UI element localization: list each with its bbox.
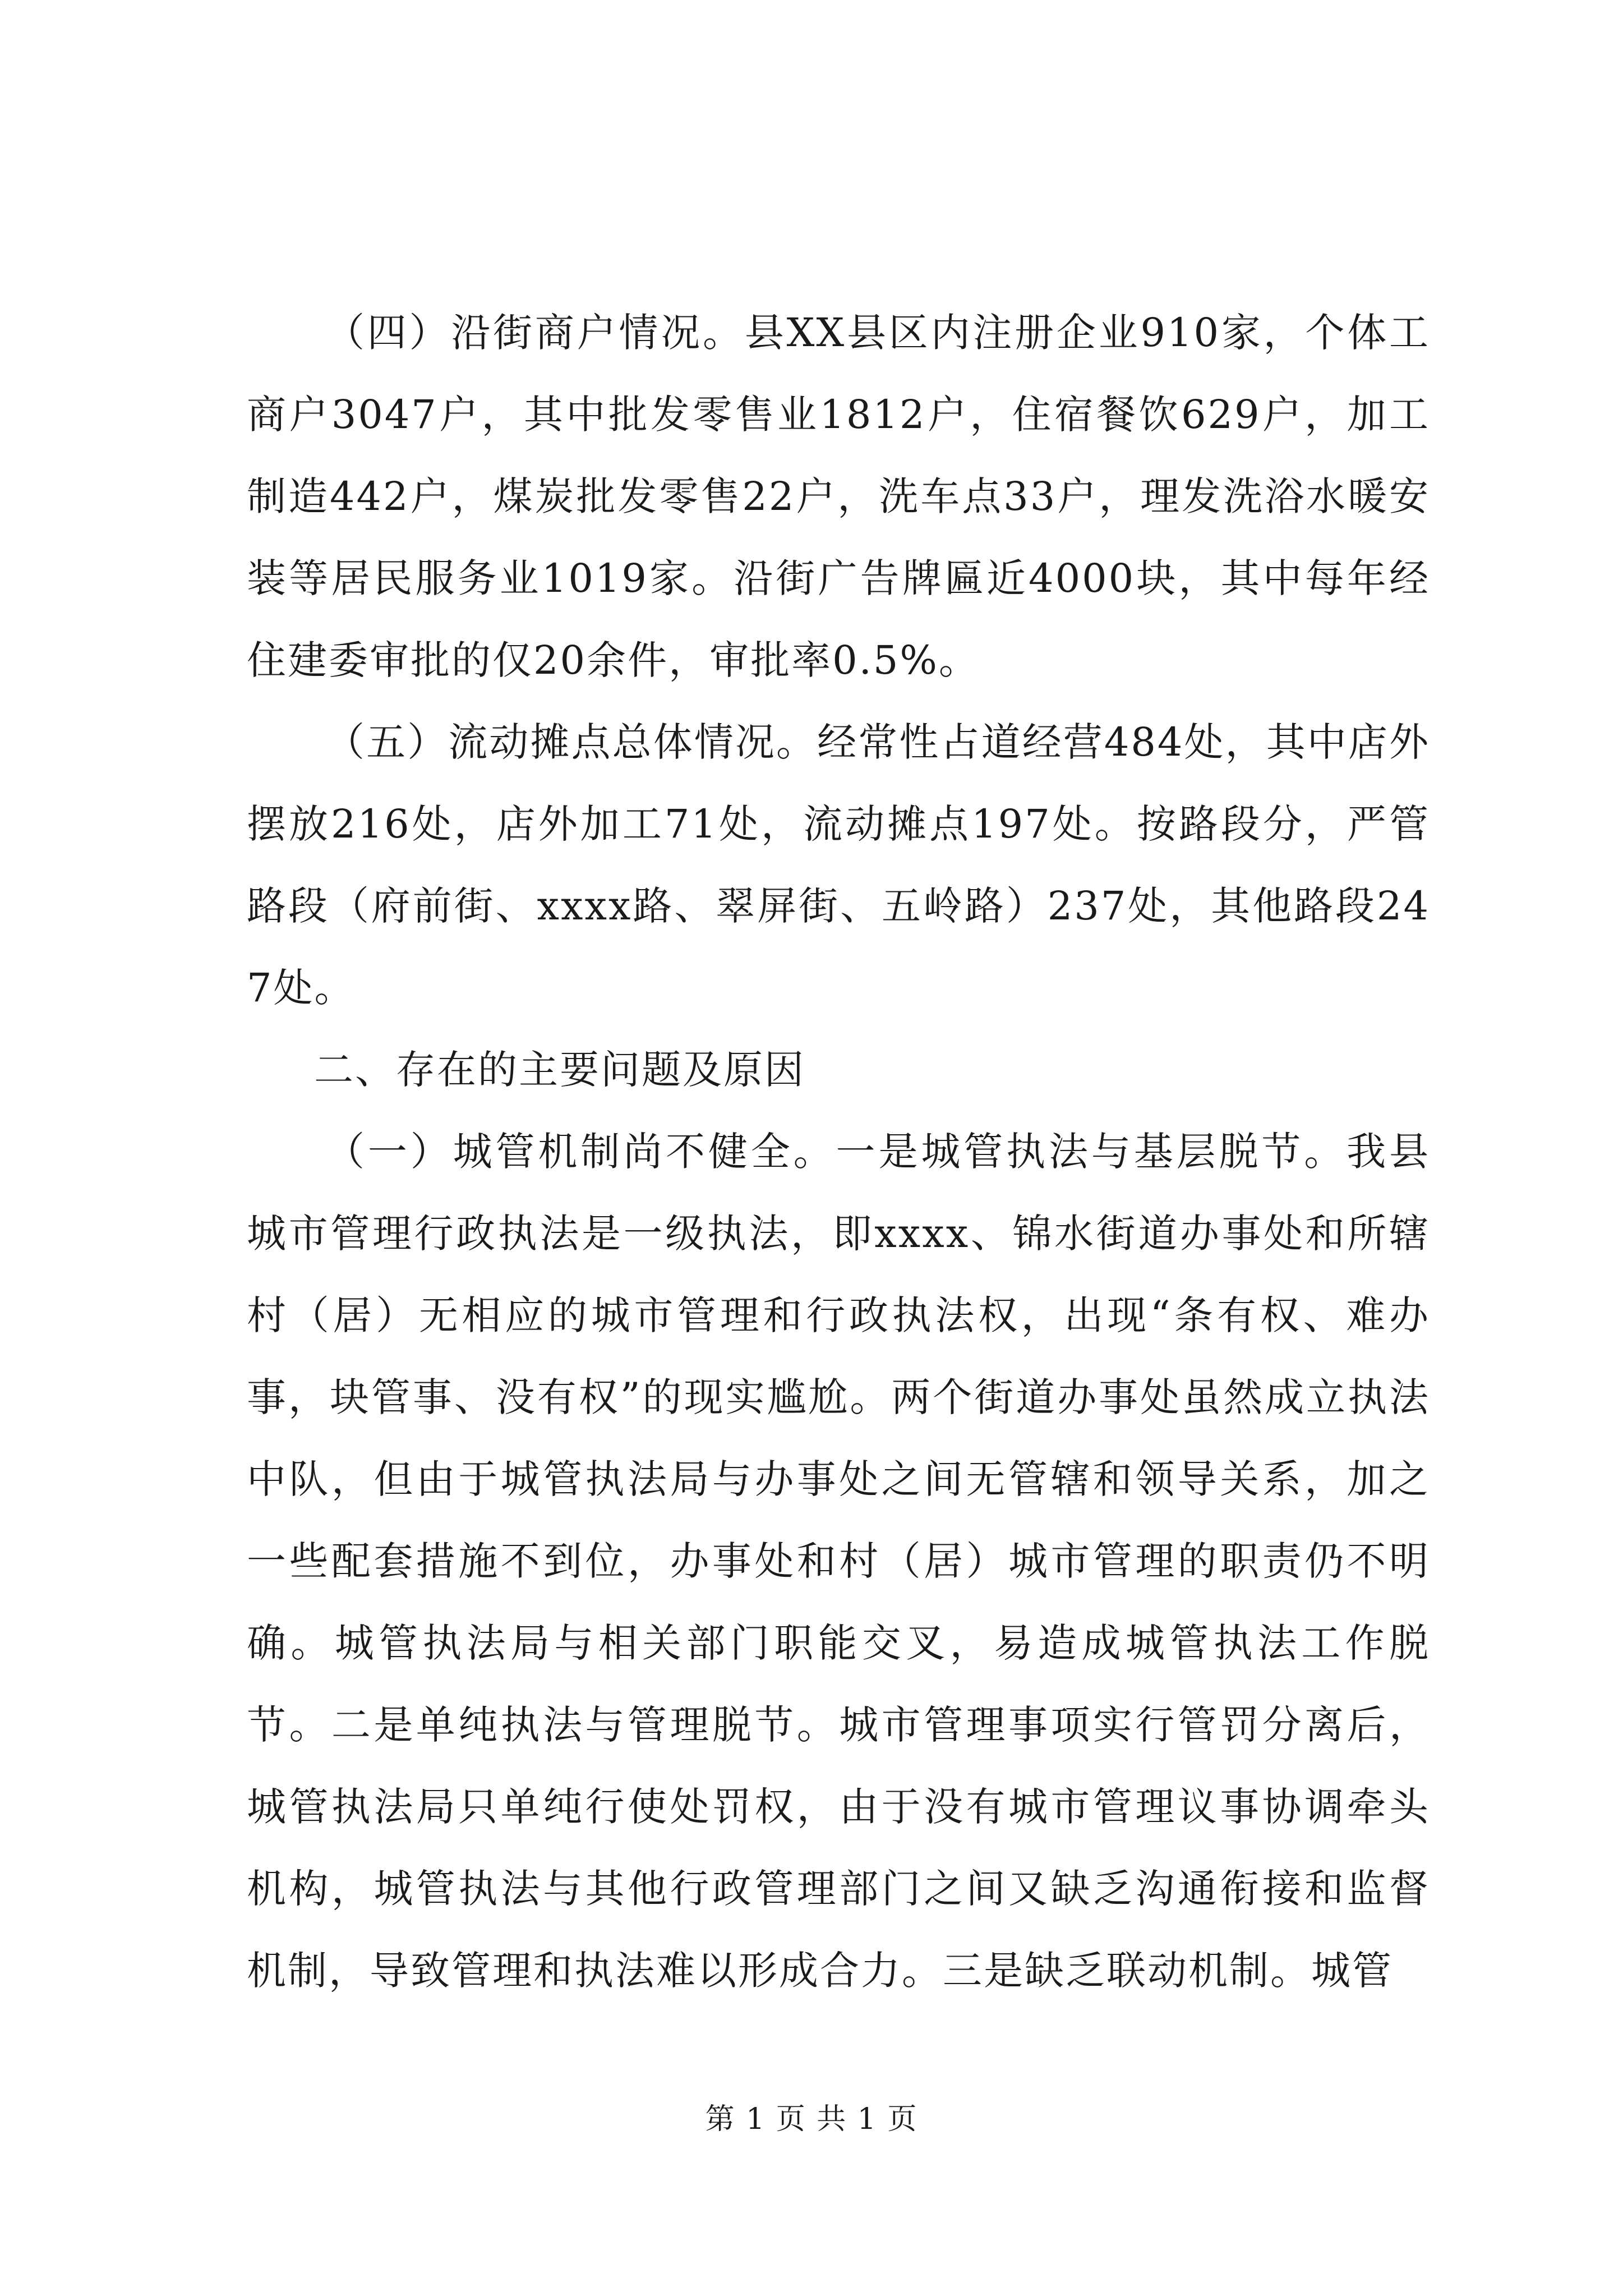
section-heading: 二、存在的主要问题及原因 bbox=[314, 1047, 805, 1093]
paragraph-mobile-vendors: （五）流动摊点总体情况。经常性占道经营484处，其中店外摆放216处，店外加工71处，流动摊点197处。按路段分，严管路段（府前街、xxxx路、翠屏街、五岭路）237处，其他路段247处。 bbox=[247, 719, 1430, 1011]
paragraph-management-mechanism: （一）城管机制尚不健全。一是城管执法与基层脱节。我县城市管理行政执法是一级执法，即xxxx、锦水街道办事处和所辖村（居）无相应的城市管理和行政执法权，出现“条有权、难办事，块管事、没有权”的现实尴尬。两个街道办事处虽然成立执法中队，但由于城管执法局与办事处之间无管辖和领导关系，加之一些配套措施不到位，办事处和村（居）城市管理的职责仍不明确。城管执法局与相关部门职能交叉，易造成城管执法工作脱节。二是单纯执法与管理脱节。城市管理事项实行管罚分离后，城管执法局只单纯行使处罚权，由于没有城市管理议事协调牵头机构，城管执法与其他行政管理部门之间又缺乏沟通衔接和监督机制，导致管理和执法难以形成合力。三是缺乏联动机制。城管 bbox=[247, 1129, 1430, 1994]
page-footer: 第 1 页 共 1 页 bbox=[705, 2102, 918, 2136]
document-body bbox=[247, 292, 1430, 2012]
paragraph-street-merchants: （四）沿街商户情况。县XX县区内注册企业910家，个体工商户3047户，其中批发零售业1812户，住宿餐饮629户，加工制造442户，煤炭批发零售22户，洗车点33户，理发洗浴水暖安装等居民服务业1019家。沿街广告牌匾近4000块，其中每年经住建委审批的仅20余件，审批率0.5%。 bbox=[247, 310, 1430, 683]
